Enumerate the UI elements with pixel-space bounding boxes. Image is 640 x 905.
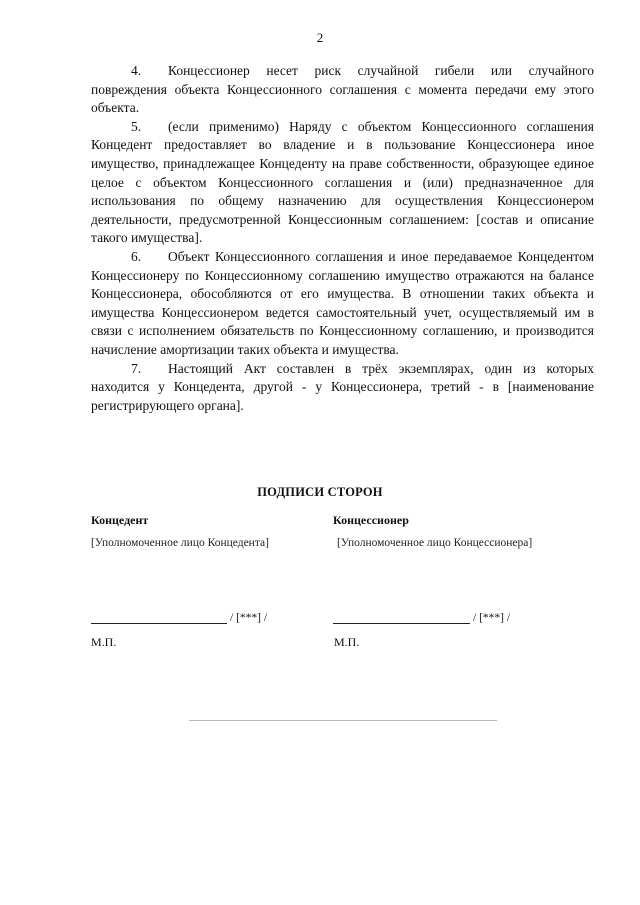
concessionaire-party-name: Концессионер	[333, 513, 409, 527]
signature-blank	[91, 610, 227, 624]
concessionaire-signature-line	[333, 610, 510, 624]
paragraph-4	[91, 62, 594, 118]
paragraph-number: 6.	[131, 248, 142, 264]
paragraph-text: Настоящий Акт составлен в трёх экземплярах, один из которых находится у Концедента, другой - у Концессионера, третий - в [наименование регистрирующего органа].	[91, 360, 594, 413]
paragraph-7	[91, 360, 594, 416]
concessionaire-representative: [Уполномоченное лицо Концессионера]	[337, 537, 533, 549]
signature-blank	[333, 610, 470, 624]
paragraph-6	[91, 248, 594, 360]
signature-suffix: / [***] /	[230, 612, 268, 624]
concessionaire-stamp-mark: М.П.	[334, 635, 360, 649]
paragraph-number: 7.	[131, 360, 142, 376]
paragraph-number: 5.	[131, 118, 142, 134]
paragraph-text: (если применимо) Наряду с объектом Концессионного соглашения Концедент предоставляет во владение и в пользование Концессионера иное имущество, принадлежащее Концеденту на праве собственности, образующее единое целое с объектом Концессионного соглашения и (или) предназначенное для использования по общему назначению для осуществления Концессионером деятельности, предусмотренной Концессионным соглашением: [состав и описание такого имущества].	[91, 118, 594, 246]
page-number: 2	[316, 30, 324, 45]
paragraph-5	[91, 118, 594, 248]
grantor-party-name: Концедент	[91, 513, 149, 527]
document-body	[91, 62, 594, 415]
signature-suffix: / [***] /	[473, 612, 511, 624]
paragraph-text: Концессионер несет риск случайной гибели или случайного повреждения объекта Концессионного соглашения с момента передачи ему этого объекта.	[91, 63, 594, 116]
paragraph-number: 4.	[131, 63, 142, 78]
footer-divider	[189, 720, 497, 721]
paragraph-text: Объект Концессионного соглашения и иное передаваемое Концедентом Концессионеру по Концессионному соглашению имущество отражаются на балансе Концессионера, обособляются от его имущества. В отношении таких объекта и имущества Концессионером ведется самостоятельный учет, осуществляемый им в связи с исполнением обязательств по Концессионному соглашению, и производится начисление амортизации таких объекта и имущества.	[91, 248, 594, 357]
grantor-representative: [Уполномоченное лицо Концедента]	[91, 537, 269, 549]
signatures-heading: ПОДПИСИ СТОРОН	[257, 485, 383, 499]
grantor-signature-line	[91, 610, 267, 624]
grantor-stamp-mark: М.П.	[91, 635, 117, 649]
